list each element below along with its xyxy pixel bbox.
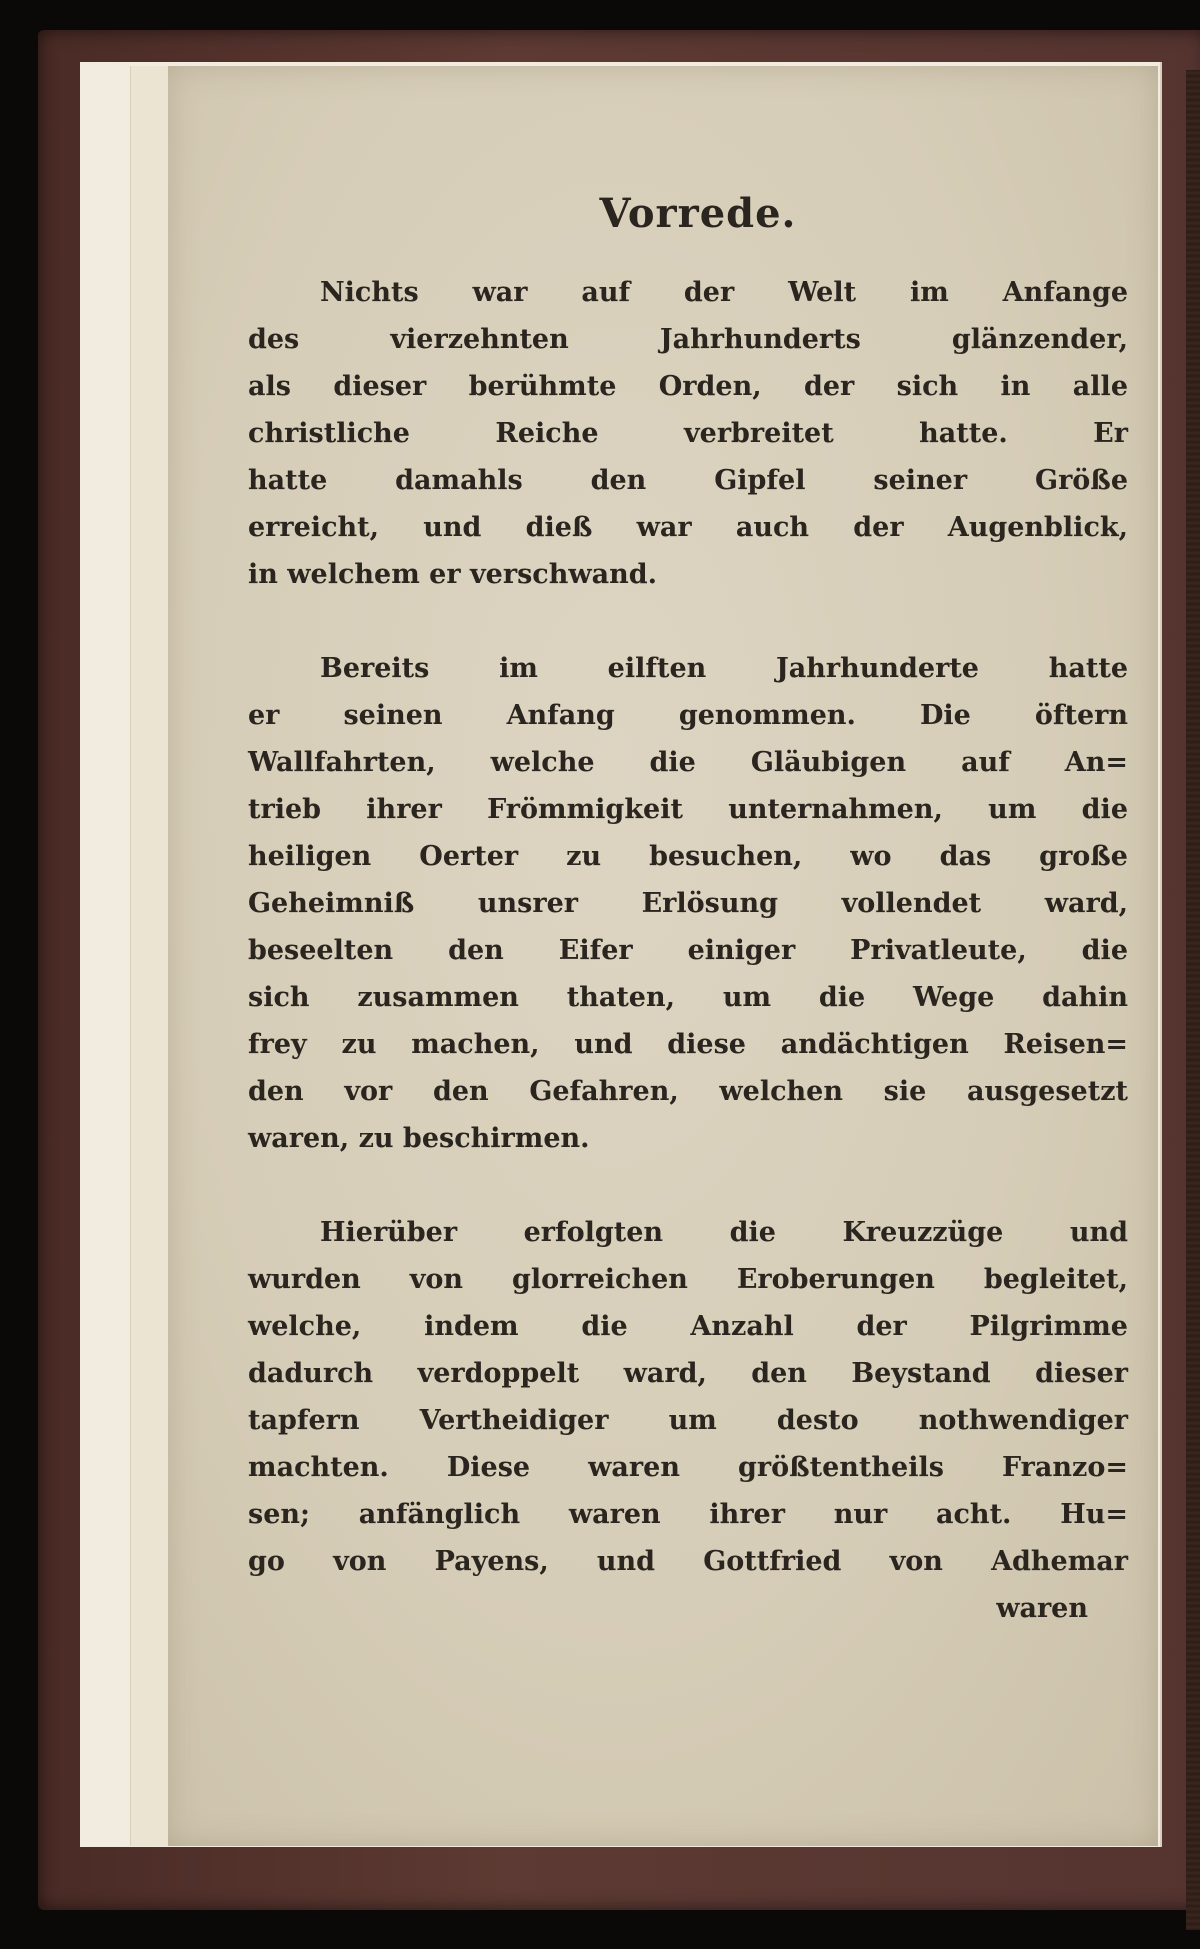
text-line: beseelten den Eifer einiger Privatleute, die	[248, 935, 1128, 966]
text-line: erreicht, und dieß war auch der Augenblick,	[248, 512, 1128, 543]
flyleaf-edge	[130, 66, 171, 1846]
text-line: waren, zu beschirmen.	[248, 1123, 590, 1154]
page-heading: Vorrede.	[599, 190, 797, 237]
text-line: frey zu machen, und diese andächtigen Reisen=	[248, 1029, 1128, 1060]
paragraph-2	[248, 645, 1128, 1162]
text-line: Geheimniß unsrer Erlösung vollendet ward,	[248, 888, 1128, 919]
text-line: Wallfahrten, welche die Gläubigen auf An=	[248, 747, 1128, 778]
page-edges	[1186, 70, 1200, 1930]
text-line: trieb ihrer Frömmigkeit unternahmen, um die	[248, 794, 1128, 825]
text-line: welche, indem die Anzahl der Pilgrimme	[248, 1311, 1128, 1342]
text-line: des vierzehnten Jahrhunderts glänzender,	[248, 324, 1128, 355]
text-line: machten. Diese waren größtentheils Franzo=	[248, 1452, 1128, 1483]
paragraph-1	[248, 269, 1128, 598]
text-line: Nichts war auf der Welt im Anfange	[320, 277, 1128, 308]
text-line: go von Payens, und Gottfried von Adhemar	[248, 1546, 1128, 1577]
text-line: dadurch verdoppelt ward, den Beystand dieser	[248, 1358, 1128, 1389]
text-line: heiligen Oerter zu besuchen, wo das große	[248, 841, 1128, 872]
text-line: er seinen Anfang genommen. Die öftern	[248, 700, 1128, 731]
catchword: waren	[996, 1593, 1088, 1624]
text-line: den vor den Gefahren, welchen sie ausgesetzt	[248, 1076, 1128, 1107]
text-line: sich zusammen thaten, um die Wege dahin	[248, 982, 1128, 1013]
text-line: wurden von glorreichen Eroberungen begleitet,	[248, 1264, 1128, 1295]
text-line: als dieser berühmte Orden, der sich in alle	[248, 371, 1128, 402]
text-line: sen; anfänglich waren ihrer nur acht. Hu=	[248, 1499, 1128, 1530]
page-text	[248, 190, 1128, 1632]
text-line: tapfern Vertheidiger um desto nothwendiger	[248, 1405, 1128, 1436]
text-line: Bereits im eilften Jahrhunderte hatte	[320, 653, 1128, 684]
text-line: in welchem er verschwand.	[248, 559, 657, 590]
text-line: Hierüber erfolgten die Kreuzzüge und	[320, 1217, 1128, 1248]
paragraph-3	[248, 1209, 1128, 1585]
text-line: hatte damahls den Gipfel seiner Größe	[248, 465, 1128, 496]
text-line: christliche Reiche verbreitet hatte. Er	[248, 418, 1128, 449]
